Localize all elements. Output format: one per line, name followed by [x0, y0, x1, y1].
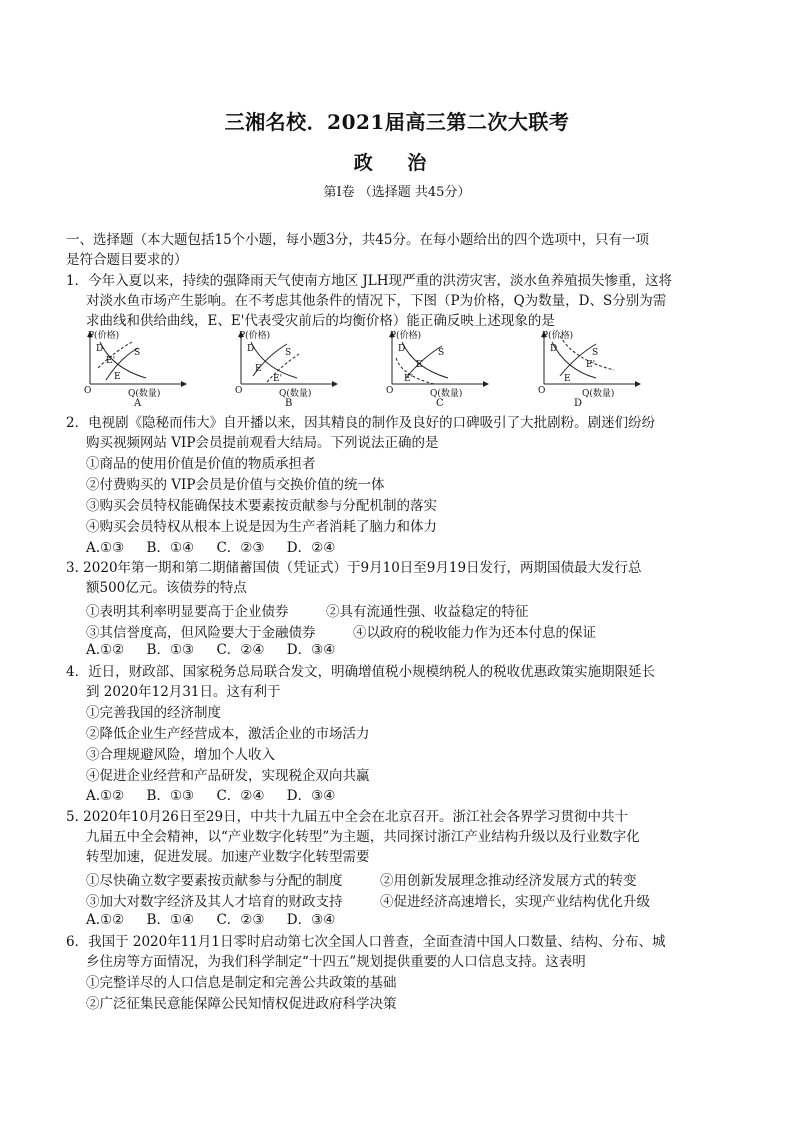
q4-option-4: ④促进企业经营和产品研发，实现税企双向共赢	[86, 768, 370, 784]
q4-option-1: ①完善我国的经济制度	[86, 705, 221, 721]
q3-answers: A.①② B．①③ C．②④ D．③④	[86, 642, 336, 658]
q5-option-2: ②用创新发展理念推动经济发展方式的转变	[380, 873, 637, 889]
graph-c-s: S	[438, 348, 445, 358]
q2-stem: 2．电视剧《隐秘而伟大》自开播以来，因其精良的制作及良好的口碑吸引了大批剧粉。剧迷们纷纷	[66, 415, 656, 431]
graph-d-e1: E'	[586, 360, 596, 370]
q2-option-3: ③购买会员特权能确保技术要素按贡献参与分配机制的落实	[86, 498, 437, 514]
graph-b-e2: E'	[273, 374, 283, 384]
q1-stem-cont: 求曲线和供给曲线，E、E'代表受灾前后的均衡价格）能正确反映上述现象的是	[86, 313, 555, 329]
graph-d-e2: E	[564, 374, 571, 384]
q5-option-3: ③加大对数字经济及其人才培育的财政支持	[86, 894, 343, 910]
graph-d-s: S	[592, 348, 599, 358]
q3-option-1: ①表明其利率明显要高于企业债券	[86, 604, 289, 620]
q5-answers: A.①② B．①④ C．②③ D．③④	[86, 912, 336, 928]
q3-stem: 3. 2020年第一期和第二期储蓄国债（凭证式）于9月10日至9月19日发行，两期国债最大发行总	[66, 560, 642, 576]
q6-stem-cont: 乡住房等方面情况，为我们科学制定“十四五”规划提供重要的人口信息支持。这表明	[86, 954, 586, 970]
graph-d-xlabel: Q(数量)	[582, 389, 615, 399]
graph-c-origin: O	[386, 386, 394, 396]
q5-stem-cont: 转型加速，促进发展。加速产业数字化转型需要	[86, 849, 370, 865]
graph-a-caption: A	[134, 398, 142, 409]
graph-b-s: S	[285, 348, 292, 358]
graph-d-caption: D	[574, 398, 583, 409]
section-instruction-cont: 是符合题目要求的）	[66, 252, 188, 268]
q4-option-3: ③合理规避风险，增加个人收入	[86, 747, 275, 763]
graph-a-xlabel: Q(数量)	[128, 389, 161, 399]
q2-option-2: ②付费购买的 VIP会员是价值与交换价值的统一体	[86, 477, 385, 493]
graph-a-e2: E	[114, 372, 121, 382]
q5-option-4: ④促进经济高速增长，实现产业结构优化升级	[380, 894, 650, 910]
q2-option-4: ④购买会员特权从根本上说是因为生产者消耗了脑力和体力	[86, 519, 437, 535]
graph-b-caption: B	[285, 398, 293, 409]
graph-c-e2: E'	[404, 374, 414, 384]
q4-stem: 4．近日，财政部、国家税务总局联合发文，明确增值税小规模纳税人的税收优惠政策实施期限延长	[66, 664, 656, 680]
q3-option-2: ②具有流通性强、收益稳定的特征	[326, 604, 529, 620]
q3-stem-cont: 额500亿元。该债券的特点	[86, 580, 247, 596]
q3-option-3: ③其信誉度高，但风险要大于金融债券	[86, 625, 316, 641]
graph-c-ylabel: P(价格)	[390, 331, 422, 341]
graph-b-ylabel: P(价格)	[239, 331, 271, 341]
graph-a-e1: E'	[106, 356, 116, 366]
graph-b-e1: E	[255, 364, 262, 374]
q6-stem: 6．我国于 2020年11月1日零时启动第七次全国人口普查，全面查清中国人口数量、结构、分布、城	[66, 934, 666, 950]
q5-option-1: ①尽快确立数字要素按贡献参与分配的制度	[86, 873, 343, 889]
graph-a-s: S	[134, 348, 141, 358]
q5-stem-cont: 九届五中全会精神，以“产业数字化转型”为主题，共同探讨浙江产业结构升级以及行业数字化	[86, 829, 640, 845]
q1-stem-cont: 对淡水鱼市场产生影响。在不考虑其他条件的情况下，下图（P为价格，Q为数量，D、S分别为需	[86, 293, 667, 309]
subject-title: 政 治	[353, 152, 441, 174]
graph-a-origin: O	[84, 386, 92, 396]
part-heading: 第Ⅰ卷 （选择题 共45分）	[323, 185, 471, 200]
graph-d-origin: O	[538, 386, 546, 396]
q2-stem-cont: 购买视频网站 VIP会员提前观看大结局。下列说法正确的是	[86, 435, 439, 451]
graph-c-d: D	[398, 344, 406, 354]
q4-stem-cont: 到 2020年12月31日。这有利于	[86, 684, 281, 700]
q4-option-2: ②降低企业生产经营成本，激活企业的市场活力	[86, 726, 370, 742]
graph-c-e1: E	[416, 360, 423, 370]
graph-d-d: D	[550, 344, 558, 354]
graph-c-caption: C	[436, 398, 444, 409]
graph-d-ylabel: P(价格)	[542, 331, 574, 341]
q3-option-4: ④以政府的税收能力作为还本付息的保证	[353, 625, 596, 641]
q2-option-1: ①商品的使用价值是价值的物质承担者	[86, 456, 316, 472]
graph-b-xlabel: Q(数量)	[279, 389, 312, 399]
q4-answers: A.①② B．①③ C．②④ D．③④	[86, 788, 336, 804]
q6-option-1: ①完整详尽的人口信息是制定和完善公共政策的基础	[86, 975, 397, 991]
graph-b-d: D	[247, 344, 255, 354]
graph-a-d: D	[96, 344, 104, 354]
q2-answers: A.①③ B．①④ C．②③ D．②④	[86, 540, 336, 556]
exam-title: 三湘名校．2021届高三第二次大联考	[224, 110, 570, 134]
q5-stem: 5. 2020年10月26日至29日，中共十九届五中全会在北京召开。浙江社会各界学习贯彻中共十	[66, 809, 629, 825]
graph-b-origin: O	[235, 386, 243, 396]
q1-stem: 1．今年入夏以来，持续的强降雨天气使南方地区 JLH现严重的洪涝灾害，淡水鱼养殖损失惨重，这将	[66, 273, 673, 289]
section-instruction: 一、选择题（本大题包括15个小题，每小题3分，共45分。在每小题给出的四个选项中，只有一项	[66, 232, 649, 248]
graph-c-xlabel: Q(数量)	[430, 389, 463, 399]
graph-a-ylabel: P(价格)	[88, 331, 120, 341]
q6-option-2: ②广泛征集民意能保障公民知情权促进政府科学决策	[86, 996, 397, 1012]
